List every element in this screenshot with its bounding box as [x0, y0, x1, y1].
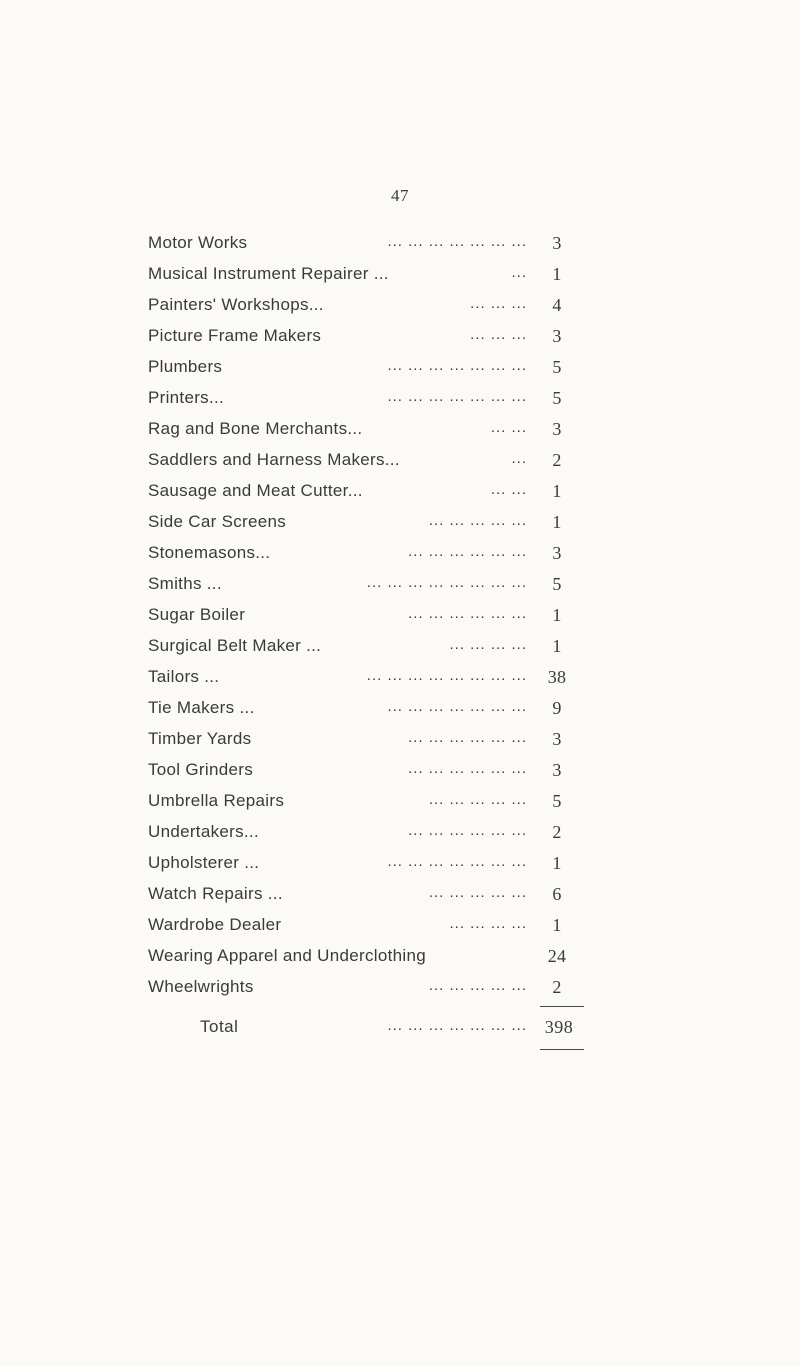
list-item — [148, 388, 603, 418]
leader-dots: ... ... ... ... ... ... ... — [387, 388, 527, 405]
row-label: Umbrella Repairs — [148, 791, 285, 810]
row-count: 5 — [552, 574, 562, 594]
row-count: 9 — [552, 698, 562, 718]
sum-rule-top — [540, 1006, 584, 1007]
leader-dots: ... ... ... — [470, 295, 527, 312]
row-label: Timber Yards — [148, 729, 252, 748]
row-count: 6 — [552, 884, 562, 904]
leader-dots: ... ... ... ... ... ... — [408, 729, 527, 746]
row-label: Upholsterer ... — [148, 853, 260, 872]
leader-dots: ... ... — [490, 419, 527, 436]
row-count: 1 — [552, 915, 562, 935]
row-label: Rag and Bone Merchants... — [148, 419, 363, 438]
row-label: Picture Frame Makers — [148, 326, 322, 345]
row-label: Watch Repairs ... — [148, 884, 283, 903]
row-label: Smiths ... — [148, 574, 222, 593]
list-item — [148, 264, 603, 294]
row-count: 24 — [547, 946, 567, 966]
row-count: 3 — [552, 326, 562, 346]
row-label: Tool Grinders — [148, 760, 253, 779]
list-item — [148, 326, 603, 356]
leader-dots: ... ... ... ... ... — [428, 884, 527, 901]
list-item — [148, 884, 603, 914]
row-label: Tailors ... — [148, 667, 220, 686]
list-item — [148, 791, 603, 821]
leader-dots: ... ... ... ... ... ... ... — [387, 1017, 527, 1034]
row-label: Printers... — [148, 388, 225, 407]
list-item — [148, 822, 603, 852]
leader-dots: ... — [511, 450, 527, 467]
list-item — [148, 357, 603, 387]
list-item — [148, 636, 603, 666]
row-label: Musical Instrument Repairer ... — [148, 264, 389, 283]
row-count: 1 — [552, 605, 562, 625]
leader-dots: ... ... ... ... ... ... ... — [387, 698, 527, 715]
row-count: 5 — [552, 791, 562, 811]
list-item — [148, 419, 603, 449]
row-label: Wardrobe Dealer — [148, 915, 282, 934]
sum-rule-bottom — [540, 1049, 584, 1050]
leader-dots: ... ... ... ... — [449, 915, 527, 932]
row-label: Painters' Workshops... — [148, 295, 324, 314]
row-count: 5 — [552, 388, 562, 408]
leader-dots: ... ... ... ... ... ... ... — [387, 853, 527, 870]
row-label: Stonemasons... — [148, 543, 271, 562]
list-item — [148, 574, 603, 604]
leader-dots: ... — [511, 264, 527, 281]
list-item — [148, 729, 603, 759]
row-count: 2 — [552, 977, 562, 997]
total-count: 398 — [544, 1017, 574, 1037]
row-count: 1 — [552, 853, 562, 873]
row-label: Saddlers and Harness Makers... — [148, 450, 400, 469]
row-label: Plumbers — [148, 357, 223, 376]
list-item — [148, 977, 603, 1007]
row-label: Sugar Boiler — [148, 605, 246, 624]
row-count: 3 — [552, 543, 562, 563]
row-label: Side Car Screens — [148, 512, 287, 531]
row-label: Surgical Belt Maker ... — [148, 636, 322, 655]
row-count: 1 — [552, 264, 562, 284]
list-item — [148, 853, 603, 883]
row-label: Sausage and Meat Cutter... — [148, 481, 363, 500]
row-count: 5 — [552, 357, 562, 377]
leader-dots: ... ... ... ... ... — [428, 512, 527, 529]
row-count: 1 — [552, 512, 562, 532]
list-item — [148, 512, 603, 542]
row-count: 4 — [552, 295, 562, 315]
list-item — [148, 760, 603, 790]
row-count: 2 — [552, 822, 562, 842]
row-label: Undertakers... — [148, 822, 259, 841]
leader-dots: ... ... ... ... ... ... ... — [387, 233, 527, 250]
row-label: Motor Works — [148, 233, 248, 252]
row-label: Tie Makers ... — [148, 698, 255, 717]
list-item — [148, 450, 603, 480]
leader-dots: ... ... ... ... — [449, 636, 527, 653]
row-count: 1 — [552, 636, 562, 656]
list-item — [148, 295, 603, 325]
leader-dots: ... ... ... ... ... ... ... ... — [366, 574, 527, 591]
leader-dots: ... ... ... ... ... — [428, 791, 527, 808]
leader-dots: ... ... ... ... ... ... ... ... — [366, 667, 527, 684]
leader-dots: ... ... ... ... ... — [428, 977, 527, 994]
row-count: 3 — [552, 419, 562, 439]
leader-dots: ... ... ... ... ... ... ... — [387, 357, 527, 374]
list-item — [148, 543, 603, 573]
list-item — [148, 233, 603, 263]
leader-dots: ... ... ... — [470, 326, 527, 343]
row-label: Wearing Apparel and Underclothing — [148, 946, 426, 965]
leader-dots: ... ... ... ... ... ... — [408, 822, 527, 839]
row-label: Wheelwrights — [148, 977, 254, 996]
row-count: 2 — [552, 450, 562, 470]
row-count: 1 — [552, 481, 562, 501]
list-item — [148, 946, 603, 976]
row-count: 3 — [552, 233, 562, 253]
leader-dots: ... ... — [490, 481, 527, 498]
list-item — [148, 698, 603, 728]
page-number: 47 — [391, 186, 409, 205]
row-count: 3 — [552, 760, 562, 780]
row-count: 38 — [547, 667, 567, 687]
list-item — [148, 667, 603, 697]
row-count: 3 — [552, 729, 562, 749]
list-item — [148, 605, 603, 635]
leader-dots: ... ... ... ... ... ... — [408, 605, 527, 622]
list-item — [148, 915, 603, 945]
list-item — [148, 481, 603, 511]
leader-dots: ... ... ... ... ... ... — [408, 543, 527, 560]
total-label: Total — [200, 1017, 239, 1036]
leader-dots: ... ... ... ... ... ... — [408, 760, 527, 777]
